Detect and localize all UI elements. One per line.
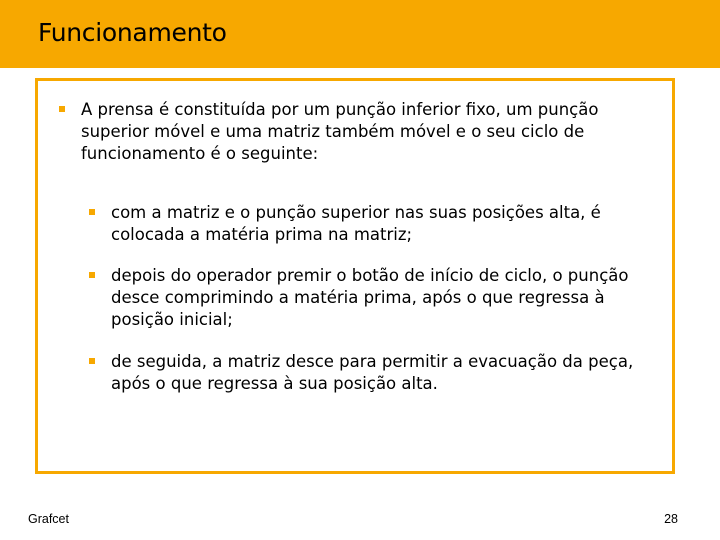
square-bullet-icon (89, 358, 95, 364)
main-bullet-text: A prensa é constituída por um punção inferior fixo, um punção superior móvel e uma matriz também móvel e o seu ciclo de funcionamento é o seguinte: (81, 100, 599, 163)
sub-bullet-text: com a matriz e o punção superior nas suas posições alta, é colocada a matéria prima na matriz; (111, 203, 601, 244)
content-box (35, 78, 675, 474)
square-bullet-icon (59, 106, 65, 112)
slide-body (0, 68, 720, 540)
slide-title: Funcionamento (38, 18, 227, 47)
square-bullet-icon (89, 209, 95, 215)
page-number: 28 (664, 512, 678, 526)
sub-bullet-text: depois do operador premir o botão de início de ciclo, o punção desce comprimindo a matéria prima, após o que regressa à posição inicial; (111, 266, 629, 329)
footer-label: Grafcet (28, 512, 69, 526)
square-bullet-icon (89, 272, 95, 278)
sub-bullet-text: de seguida, a matriz desce para permitir a evacuação da peça, após o que regressa à sua posição alta. (111, 352, 634, 393)
